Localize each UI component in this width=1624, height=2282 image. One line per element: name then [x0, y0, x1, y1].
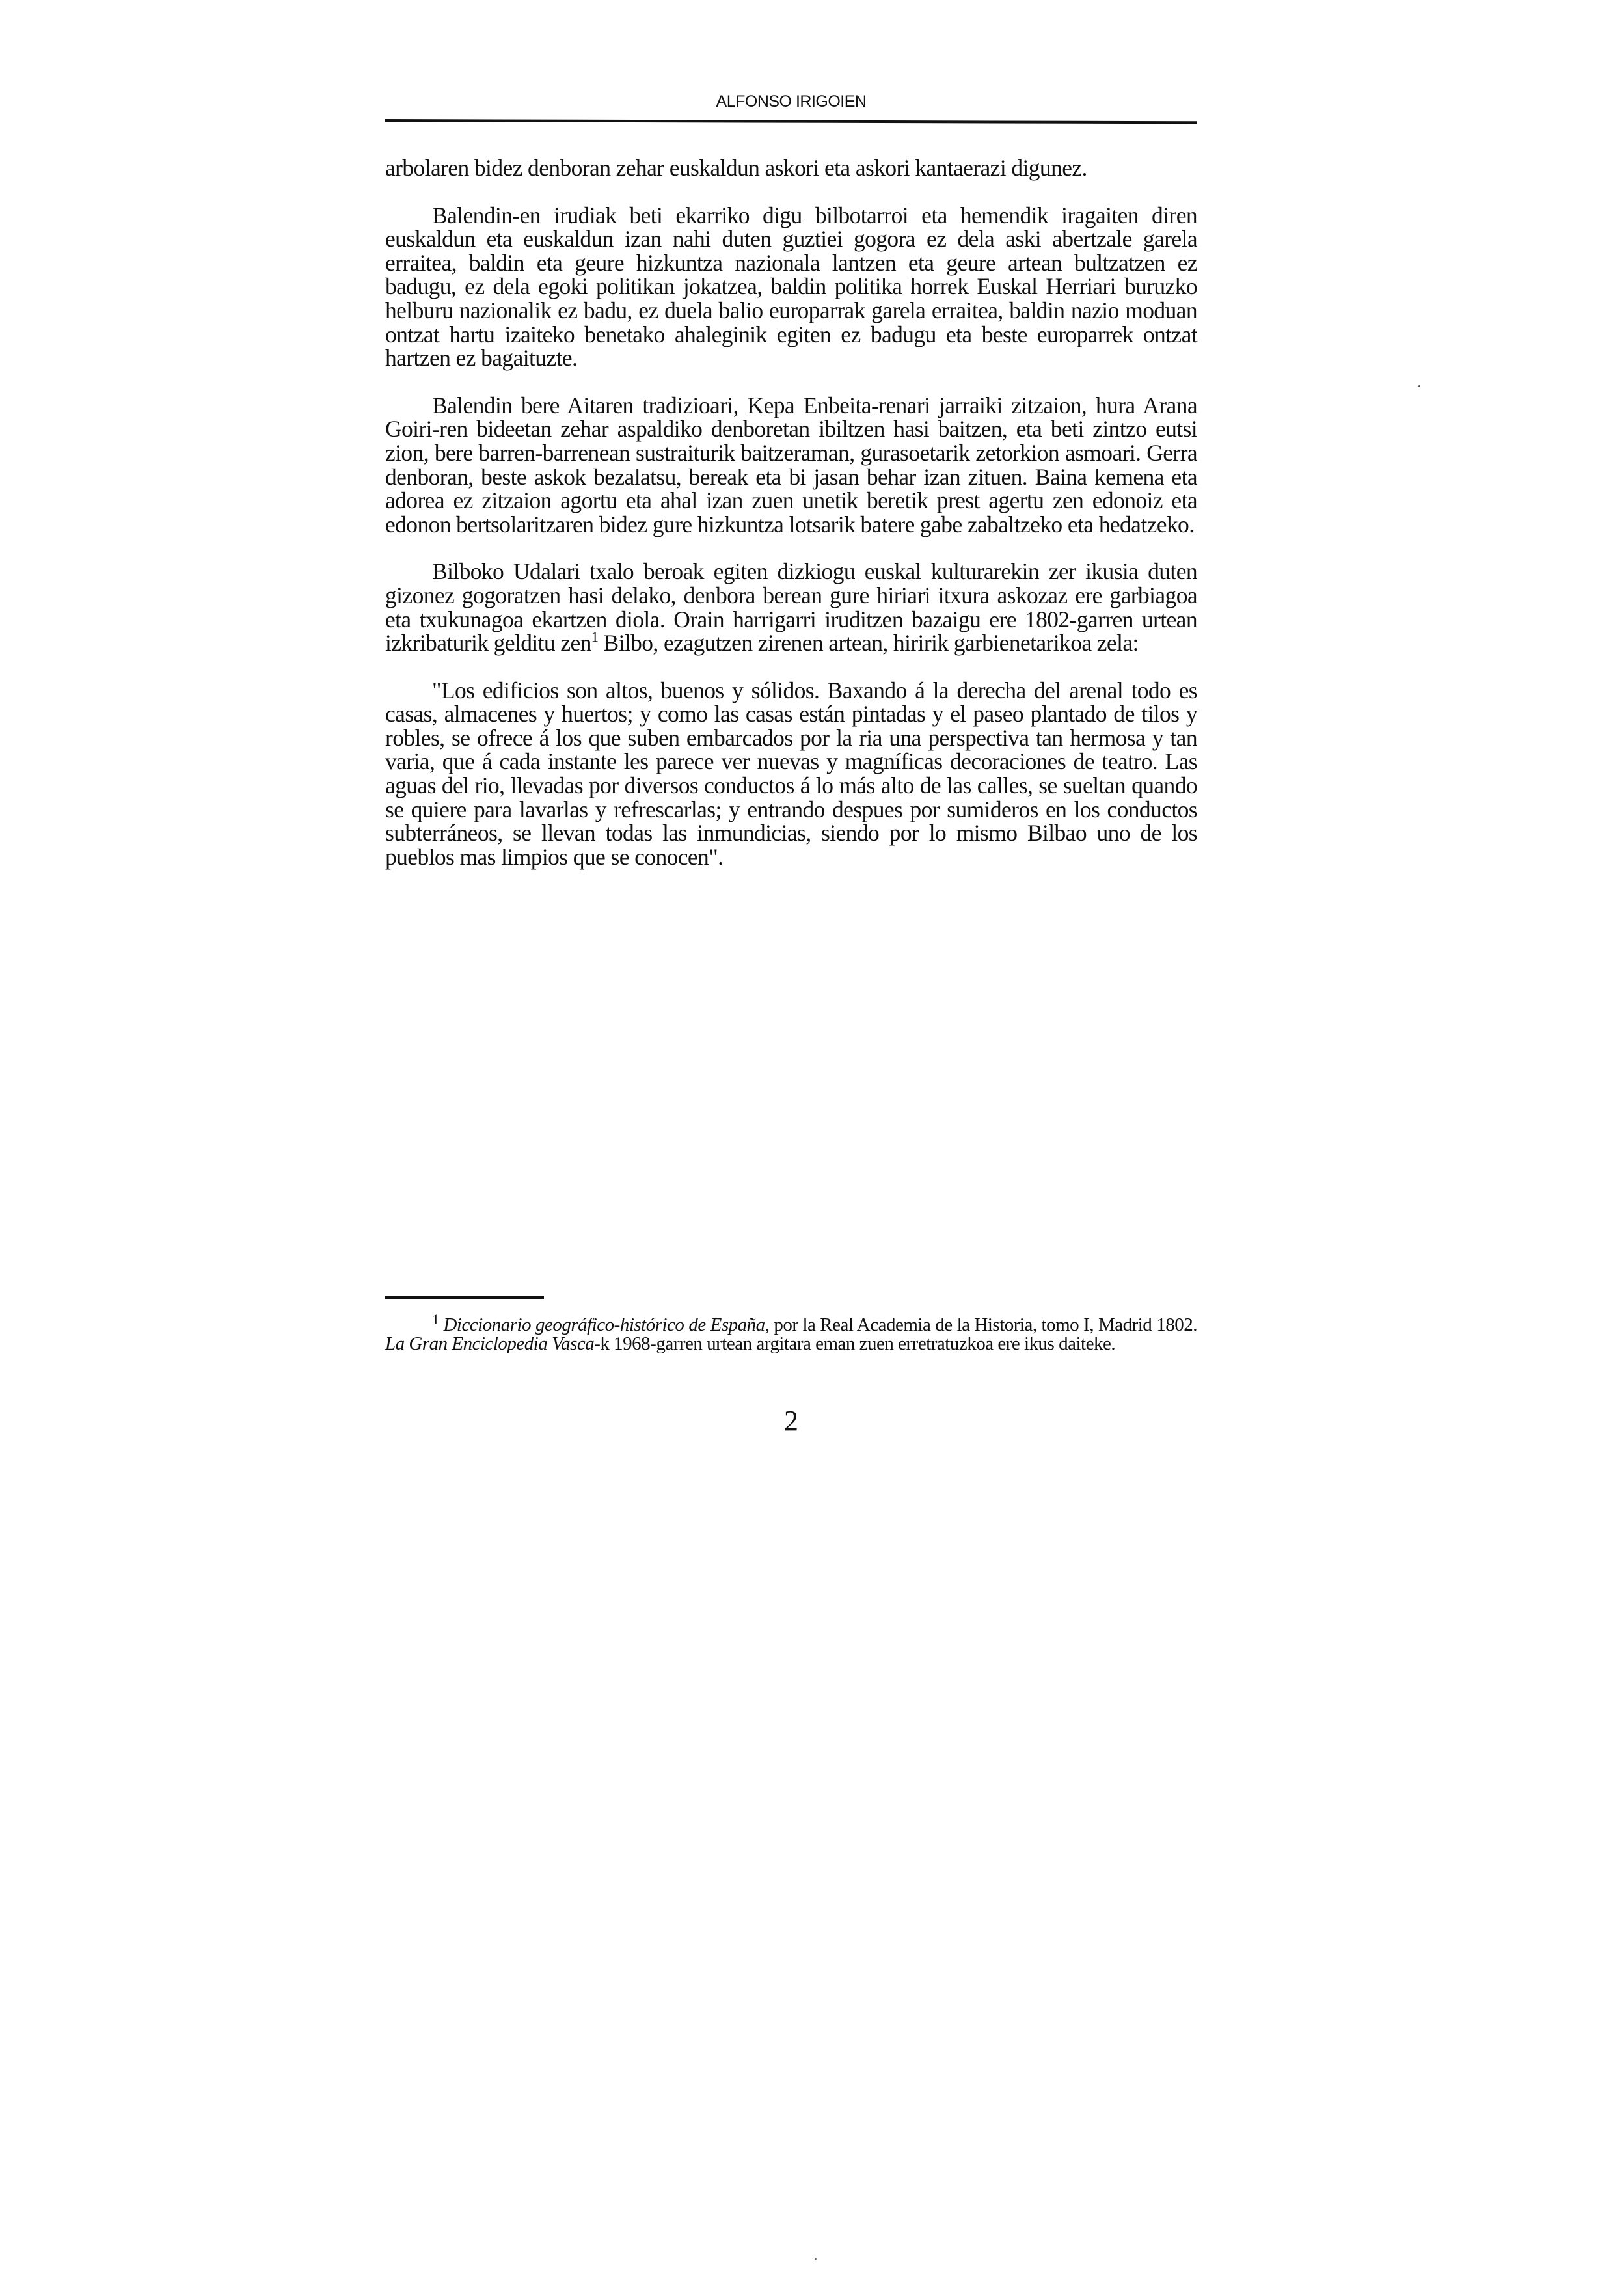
footnote-title-diccionario: Diccionario geográfico-histórico de España, [443, 1314, 770, 1335]
paragraph-balendin-irudiak: Balendin-en irudiak beti ekarriko digu bilbotarroi eta hemendik iragaiten diren euskaldun eta euskaldun izan nahi duten guztiei gogora ez dela aski abertzale garela erraitea, baldin eta geure hizkuntza nazionala lantzen eta geure artean bultzatzen ez badugu, ez dela egoki politikan jokatzea, baldin politika horrek Euskal Herriari buruzko helburu nazionalik ez badu, ez duela balio europarrak garela erraitea, baldin nazio moduan ontzat hartu izaiteko benetako ahaleginik egiten ez badugu eta beste europarrek ontzat hartzen ez bagaituzte. [385, 202, 1197, 372]
header-rule [385, 119, 1197, 124]
paragraph-bilboko-udalari-end: Bilbo, ezagutzen zirenen artean, hiririk garbienetarikoa zela: [603, 630, 1139, 657]
scan-speck [1418, 385, 1420, 387]
paragraph-bilboko-udalari-text: Bilboko Udalari txalo beroak egiten dizkiogu euskal kulturarekin zer ikusia duten gizonez gogoratzen hasi delako, denbora berean gure hiriari itxura askozaz ere garbiagoa eta txukunagoa ekartzen diola. Orain harrigarri iruditzen bazaigu ere 1802-garren urtean izkribaturik gelditu zen [385, 558, 1197, 657]
footnote-reference[interactable]: 1 [591, 629, 599, 645]
footnote-text [385, 1311, 1197, 1354]
footnote-rule [385, 1296, 544, 1299]
paragraph-balendin-aitaren: Balendin bere Aitaren tradizioari, Kepa Enbeita-renari jarraiki zitzaion, hura Arana Goiri-ren bideetan zehar aspaldiko denboretan ibiltzen hasi baitzen, eta beti zintzo eutsi zion, bere barren-barrenean sustraiturik baitzeraman, gurasoetarik zetorkion asmoari. Gerra denboran, beste askok bezalatsu, bereak eta bi jasan behar izan zituen. Baina kemena eta adorea ez zitzaion agortu eta ahal izan zuen unetik beretik prest agertu zen edonoiz eta edonon bertsolaritzaren bidez gure hizkuntza lotsarik batere gabe zabaltzeko eta hedatzeko. [385, 392, 1197, 537]
paragraph-bilboko-udalari [385, 560, 1197, 655]
footnote-marker: 1 [432, 1311, 439, 1327]
quotation-paragraph: "Los edificios son altos, buenos y sólidos. Baxando á la derecha del arenal todo es casas, almacenes y huertos; y como las casas están pintadas y el paseo plantado de tilos y robles, se ofrece á los que suben embarcados por la ria una perspectiva tan hermosa y tan varia, que á cada instante les parece ver nuevas y magníficas decoraciones de teatro. Las aguas del rio, llevadas por diversos conductos á lo más alto de las calles, se sueltan quando se quiere para lavarlas y refrescarlas; y entrando despues por sumideros en los conductos subterráneos, se llevan todas las inmundicias, siendo por lo mismo Bilbao uno de los pueblos mas limpios que se conocen". [385, 677, 1197, 870]
page-number: 2 [784, 1405, 798, 1437]
running-head: ALFONSO IRIGOIEN [716, 92, 867, 111]
footnote-text-1: por la Real Academia de la Historia, tomo I, Madrid 1802. [769, 1314, 1197, 1335]
footnote-title-enciclopedia: La Gran Enciclopedia Vasca [385, 1333, 595, 1354]
paragraph-continuation: arbolaren bidez denboran zehar euskaldun askori eta askori kantaerazi digunez. [385, 155, 1087, 181]
body-text [385, 156, 1197, 892]
footnote [385, 1311, 1197, 1354]
footnote-text-2: -k 1968-garren urtean argitara eman zuen erretratuzkoa ere ikus daiteke. [594, 1333, 1116, 1354]
scan-speck [815, 2258, 817, 2260]
